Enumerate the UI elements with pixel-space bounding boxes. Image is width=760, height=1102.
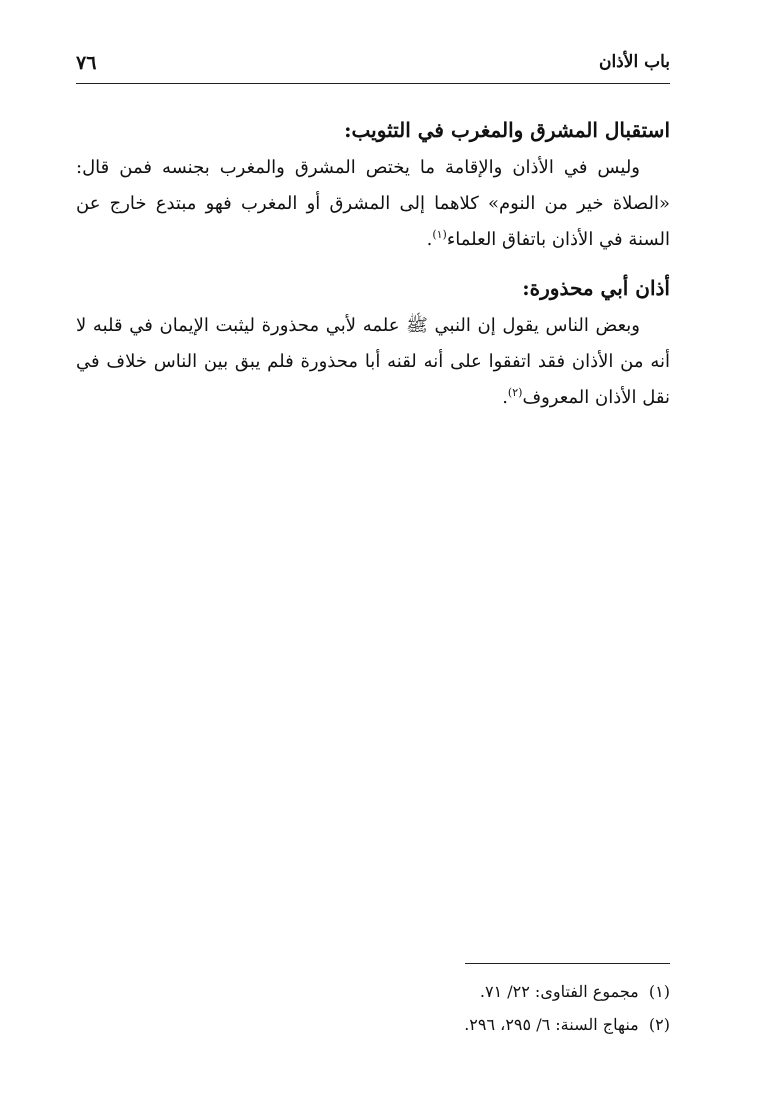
chapter-title: باب الأذان: [598, 52, 670, 72]
footnote-text: منهاج السنة: ٦/ ٢٩٥، ٢٩٦.: [464, 1015, 639, 1034]
footnotes: [270, 975, 670, 1041]
footnote-rule: [465, 963, 670, 964]
footnote-1: [270, 975, 670, 1008]
footnote-2: [270, 1008, 670, 1041]
footnote-number: (١): [648, 982, 670, 1001]
main-text: [76, 110, 670, 416]
footnote-ref-1: (١): [432, 228, 447, 241]
running-header: [76, 52, 670, 82]
paragraph-text: وبعض الناس يقول إن النبي ﷺ علمه لأبي محذورة ليثبت الإيمان في قلبه لا أنه من الأذان فقد اتفقوا على أنه لقنه أبا محذورة فلم يبق بين الناس خلاف في نقل الأذان المعروف: [76, 315, 670, 408]
section-heading-2: أذان أبي محذورة:: [522, 276, 670, 300]
header-rule: [76, 83, 670, 84]
section-heading-1: استقبال المشرق والمغرب في التثويب:: [344, 118, 670, 142]
footnote-number: (٢): [648, 1015, 670, 1034]
footnote-ref-2: (٢): [507, 386, 523, 399]
section-paragraph-2: [76, 308, 670, 416]
section-paragraph-1: [76, 150, 670, 258]
paragraph-end: .: [426, 229, 433, 250]
footnote-text: مجموع الفتاوى: ٢٢/ ٧١.: [479, 982, 639, 1001]
page-number: ٧٦: [76, 52, 97, 74]
paragraph-text: وليس في الأذان والإقامة ما يختص المشرق والمغرب بجنسه فمن قال: «الصلاة خير من النوم» كلاهما إلى المشرق أو المغرب فهو مبتدع خارج عن السنة في الأذان باتفاق العلماء: [76, 157, 670, 250]
paragraph-end: .: [502, 387, 508, 408]
